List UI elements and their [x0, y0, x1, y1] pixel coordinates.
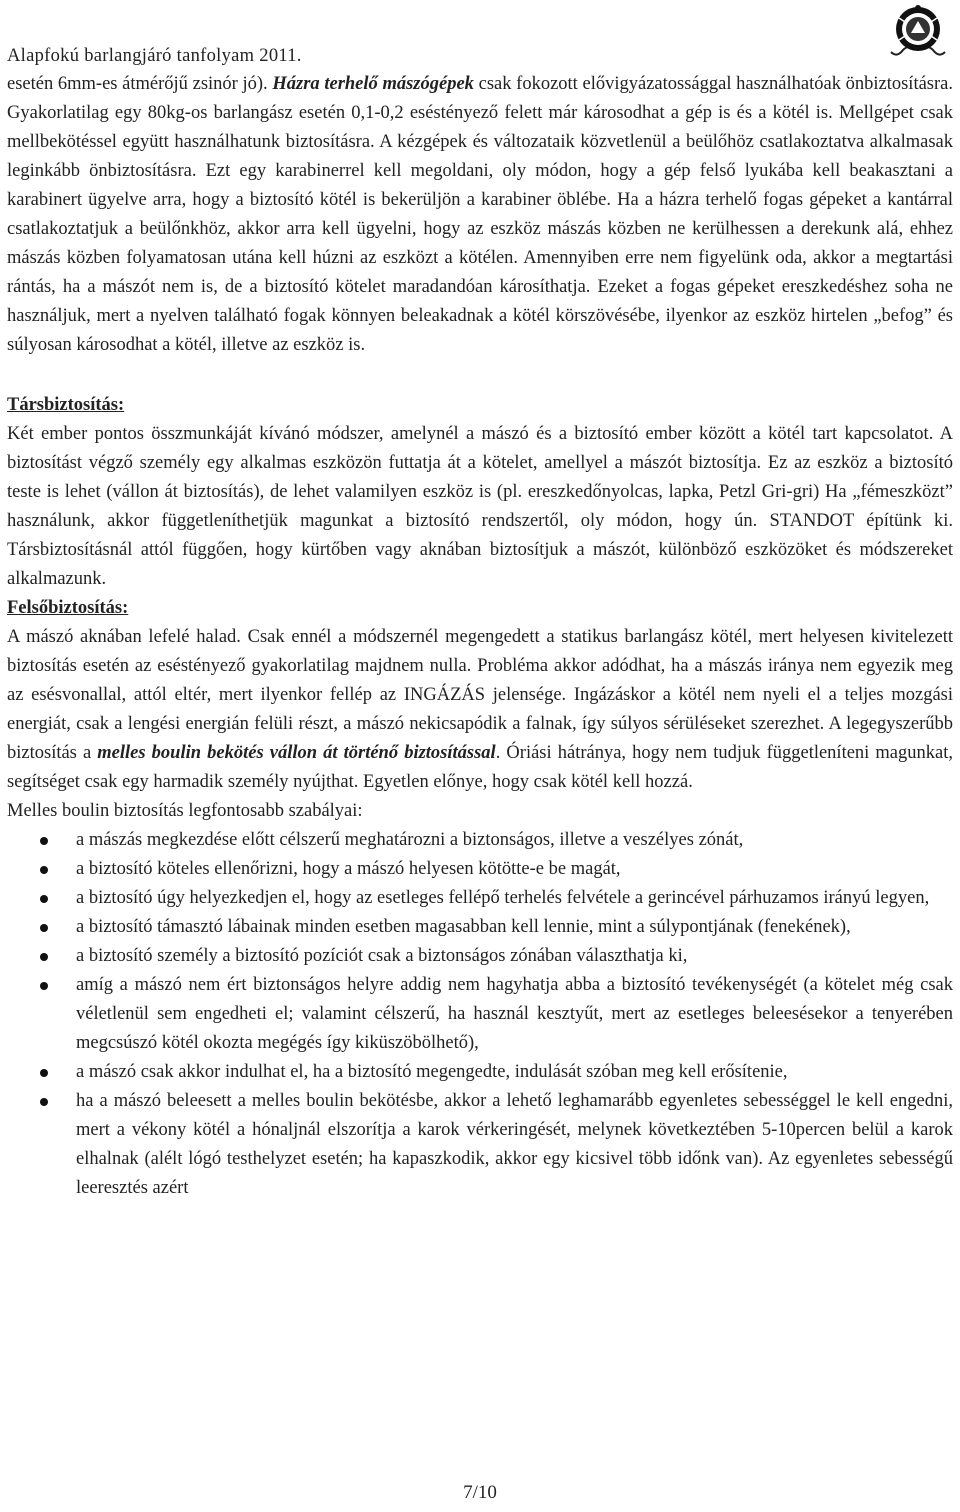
- section-heading-felsobiztositas: Felsőbiztosítás:: [7, 598, 129, 618]
- bullet-icon: [40, 982, 48, 990]
- list-item: ha a mászó beleesett a melles boulin bekötésbe, akkor a lehető leghamarább egyenletes sebességgel le kell engedni, mert a vékony kötél a hónaljnál elszorítja a karok vérkeringését, melynek következtében 5-10percen belül a karok elhalnak (alélt lógó testhelyzet esetén; ha kapaszkodik, akkor egy kicsivel több időnk van). Az egyenletes sebességű leeresztés azért: [7, 1087, 953, 1203]
- page-number: 7/10: [463, 1482, 497, 1503]
- list-item: a biztosító személy a biztosító pozíciót csak a biztonságos zónában választhatja ki,: [7, 942, 953, 971]
- section-heading-tarsbiztositas: Társbiztosítás:: [7, 395, 125, 415]
- document-body: [7, 70, 953, 1203]
- bullet-icon: [40, 924, 48, 932]
- list-item: amíg a mászó nem ért biztonságos helyre addig nem hagyhatja abba a biztosító tevékenységét (a kötelet még csak véletlenül sem engedheti el; valamint célszerű, ha használ kesztyűt, mert az esetleges beleesésekor a tenyerében megcsúszó kötél okozta megégés így kiküszöbölhető),: [7, 971, 953, 1058]
- rules-list: [7, 826, 953, 1203]
- emphasis-term: Házra terhelő mászógépek: [272, 74, 474, 94]
- paragraph-tarsbiztositas: Két ember pontos összmunkáját kívánó módszer, amelynél a mászó és a biztosító ember között a kötél tart kapcsolatot. A biztosítást végző személy egy alkalmas eszközön futtatja át a kötelet, amellyel a mászót biztosítja. Ez az eszköz a biztosító teste is lehet (vállon át biztosítás), de lehet valamilyen eszköz is (pl. ereszkedőnyolcas, lapka, Petzl Gri-gri) Ha „fémeszközt” használunk, akkor függetleníthetjük magunkat a biztosító rendszertől, oly módon, hogy ún. STANDOT építünk ki. Társbiztosításnál attól függően, hogy kürtőben vagy aknában biztosítjuk a mászót, különböző eszközöket és módszereket alkalmazunk.: [7, 424, 953, 589]
- emphasis-term: melles boulin bekötés vállon át történő biztosítással: [97, 743, 496, 763]
- list-item: a mászás megkezdése előtt célszerű meghatározni a biztonságos, illetve a veszélyes zónát,: [7, 826, 953, 855]
- list-item: a biztosító úgy helyezkedjen el, hogy az esetleges fellépő terhelés felvétele a gerincével párhuzamos irányú legyen,: [7, 884, 953, 913]
- document-page: [7, 0, 953, 1512]
- paragraph-machines: esetén 6mm-es átmérőjű zsinór jó). Házra terhelő mászógépek csak fokozott elővigyázatossággal használhatóak önbiztosításra. Gyakorlatilag egy 80kg-os barlangász esetén 0,1-0,2 eséstényező felett már károsodhat a gép is és a kötél is. Mellgépet csak mellbekötéssel együtt használhatunk biztosításra. A kézgépek és változataik közvetlenül a beülőhöz csatlakoztatva alkalmasak leginkább önbiztosításra. Ezt egy karabinerrel kell megoldani, oly módon, hogy a gép felső lyukába kell beakasztani a karabinert ügyelve arra, hogy a biztosító kötél is bekerüljön a karabiner öblébe. Ha a házra terhelő fogas gépeket a kantárral csatlakoztatjuk a beülőnkhöz, akkor arra kell ügyelni, hogy az eszköz mászás közben ne kerülhessen a derekunk alá, ehhez mászás közben folyamatosan utána kell húzni az eszközt a kötélen. Amennyiben erre nem figyelünk oda, akkor a megtartási rántás, ha a mászót nem is, de a biztosító kötelet maradandóan károsíthatja. Ezeket a fogas gépeket ereszkedéshez soha ne használjuk, mert a nyelven található fogak könnyen beleakadnak a kötél körszövésébe, ilyenkor az eszköz hirtelen „befog” és súlyosan károsodhat a kötél, illetve az eszköz is.: [7, 74, 953, 355]
- list-item: a biztosító támasztó lábainak minden esetben magasabban kell lennie, mint a súlypontjának (fenekének),: [7, 913, 953, 942]
- club-emblem-icon: [885, 0, 951, 60]
- bullet-icon: [40, 895, 48, 903]
- bullet-icon: [40, 1098, 48, 1106]
- bullet-icon: [40, 1069, 48, 1077]
- list-item: a biztosító köteles ellenőrizni, hogy a mászó helyesen kötötte-e be magát,: [7, 855, 953, 884]
- bullet-icon: [40, 866, 48, 874]
- bullet-icon: [40, 837, 48, 845]
- course-title: Alapfokú barlangjáró tanfolyam 2011.: [7, 46, 302, 66]
- rules-intro: Melles boulin biztosítás legfontosabb szabályai:: [7, 801, 363, 821]
- bullet-icon: [40, 953, 48, 961]
- list-item: a mászó csak akkor indulhat el, ha a biztosító megengedte, indulását szóban meg kell erősítenie,: [7, 1058, 953, 1087]
- paragraph-felsobiztositas: A mászó aknában lefelé halad. Csak ennél a módszernél megengedett a statikus barlangász kötél, mert helyesen kivitelezett biztosítás esetén az eséstényező gyakorlatilag majdnem nulla. Probléma akkor adódhat, ha a mászás iránya nem egyezik meg az esésvonallal, attól eltér, mert ilyenkor fellép az INGÁZÁS jelensége. Ingázáskor a kötél nem nyeli el a teljes mozgási energiát, csak a lengési energián felüli részt, a mászó nekicsapódik a falnak, így súlyos sérüléseket szerezhet. A legegyszerűbb biztosítás a melles boulin bekötés vállon át történő biztosítással. Óriási hátránya, hogy nem tudjuk függetleníteni magunkat, segítséget csak egy harmadik személy nyújthat. Egyetlen előnye, hogy csak kötél kell hozzá.: [7, 627, 953, 792]
